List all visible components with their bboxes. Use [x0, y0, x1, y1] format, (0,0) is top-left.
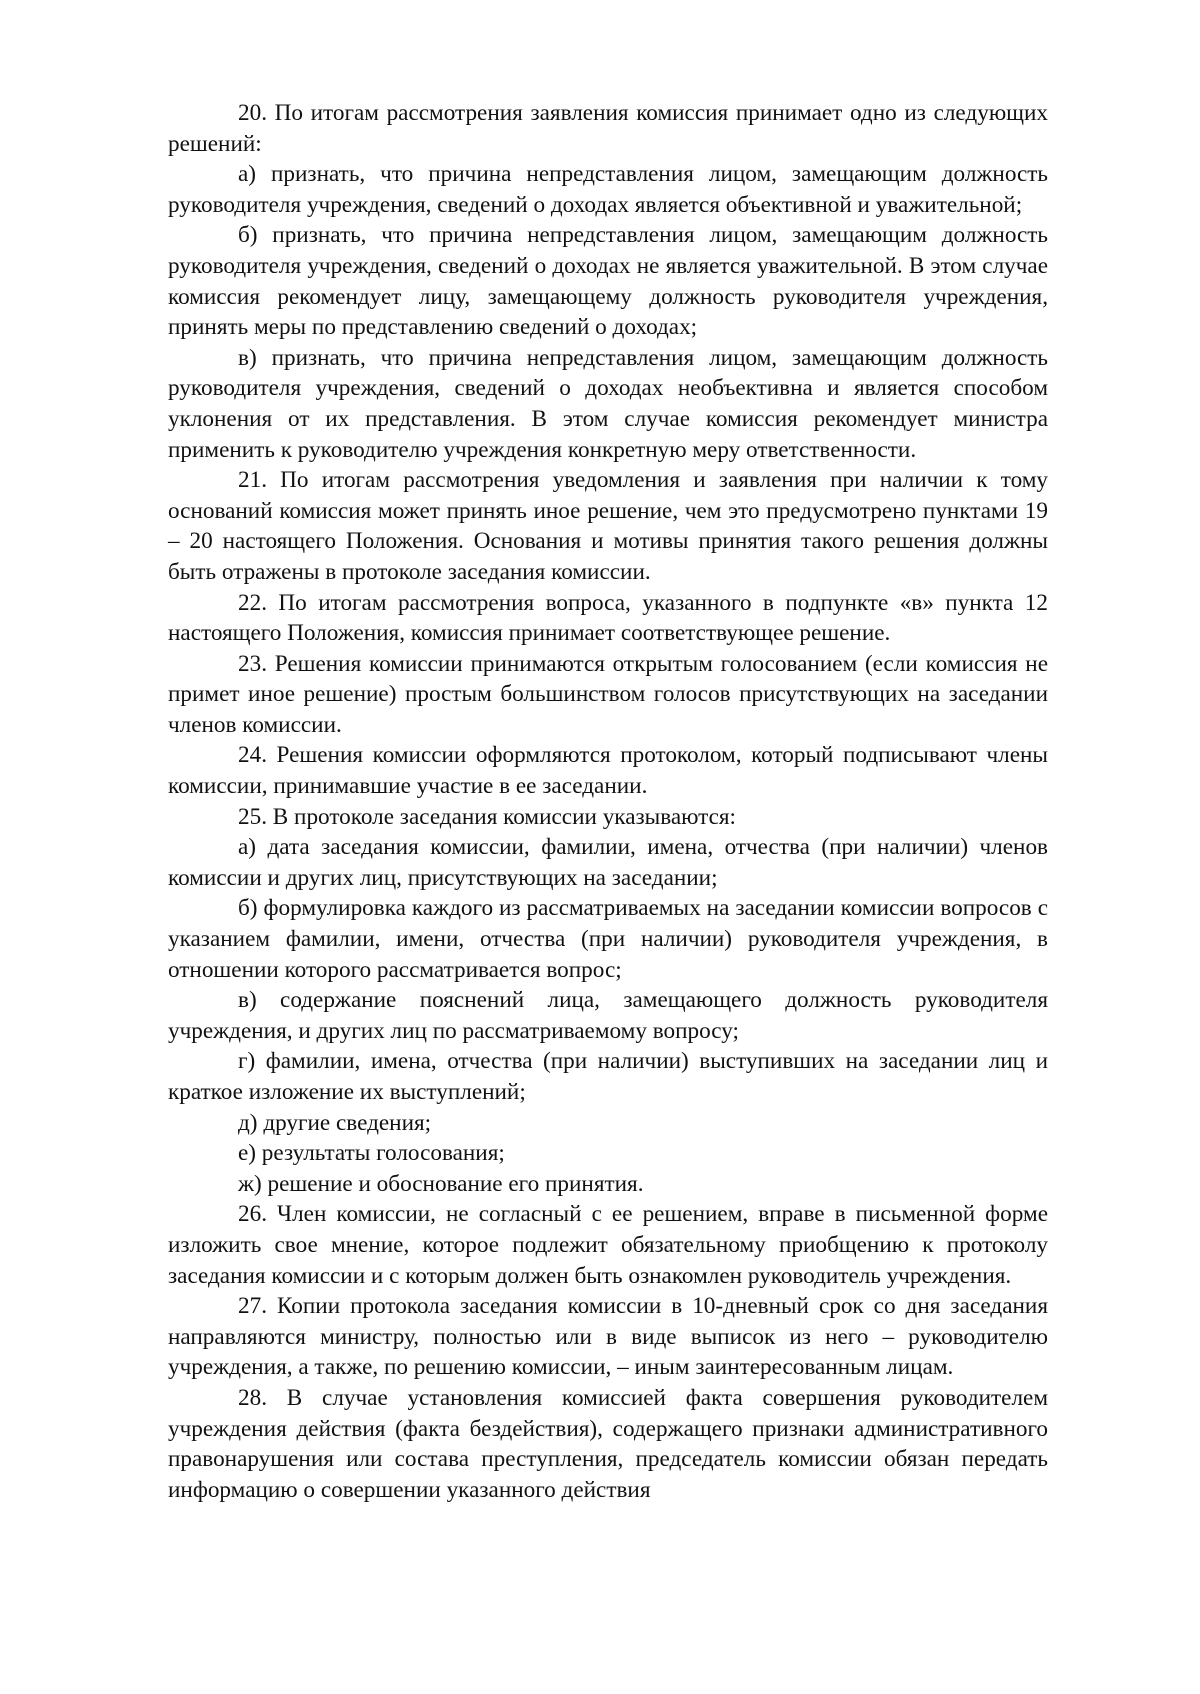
paragraph-27: 27. Копии протокола заседания комиссии в 10-дневный срок со дня заседания направляются министру, полностью или в виде выписок из него – руководителю учреждения, а также, по решению комиссии, – иным заинтересованным лицам.	[168, 1293, 1048, 1381]
paragraph-20: 20. По итогам рассмотрения заявления комиссия принимает одно из следующих решений:	[168, 100, 1048, 157]
paragraph-20-b: б) признать, что причина непредставления лицом, замещающим должность руководителя учреждения, сведений о доходах не является уважительной. В этом случае комиссия рекомендует лицу, замещающему должность руководителя учреждения, принять меры по представлению сведений о доходах;	[168, 222, 1048, 341]
paragraph-26: 26. Член комиссии, не согласный с ее решением, вправе в письменной форме изложить свое мнение, которое подлежит обязательному приобщению к протоколу заседания комиссии и с которым должен быть ознакомлен руководитель учреждения.	[168, 1201, 1048, 1289]
paragraph-25-zh: ж) решение и обоснование его принятия.	[238, 1170, 644, 1197]
paragraph-28: 28. В случае установления комиссией факта совершения руководителем учреждения действия (факта бездействия), содержащего признаки административного правонарушения или состава преступления, председатель комиссии обязан передать информацию о совершении указанного действия	[168, 1384, 1048, 1503]
paragraph-25-e: е) результаты голосования;	[238, 1140, 505, 1167]
document-page	[168, 98, 1048, 1505]
paragraph-23: 23. Решения комиссии принимаются открытым голосованием (если комиссия не примет иное решение) простым большинством голосов присутствующих на заседании членов комиссии.	[168, 650, 1048, 738]
paragraph-25-v: в) содержание пояснений лица, замещающего должность руководителя учреждения, и других лиц по рассматриваемому вопросу;	[168, 987, 1048, 1044]
paragraph-24: 24. Решения комиссии оформляются протоколом, который подписывают члены комиссии, принимавшие участие в ее заседании.	[168, 742, 1048, 800]
paragraph-25-g: г) фамилии, имена, отчества (при наличии) выступивших на заседании лиц и краткое изложение их выступлений;	[168, 1048, 1048, 1105]
paragraph-25: 25. В протоколе заседания комиссии указываются:	[238, 803, 736, 830]
paragraph-22: 22. По итогам рассмотрения вопроса, указанного в подпункте «в» пункта 12 настоящего Положения, комиссия принимает соответствующее решение.	[168, 589, 1048, 647]
paragraph-25-d: д) другие сведения;	[238, 1109, 432, 1136]
paragraph-25-a: а) дата заседания комиссии, фамилии, имена, отчества (при наличии) членов комиссии и других лиц, присутствующих на заседании;	[168, 834, 1048, 891]
paragraph-20-v: в) признать, что причина непредставления лицом, замещающим должность руководителя учреждения, сведений о доходах необъективна и является способом уклонения от их представления. В этом случае комиссия рекомендует министра применить к руководителю учреждения конкретную меру ответственности.	[168, 344, 1048, 463]
paragraph-21: 21. По итогам рассмотрения уведомления и заявления при наличии к тому оснований комиссия может принять иное решение, чем это предусмотрено пунктами 19 – 20 настоящего Положения. Основания и мотивы принятия такого решения должны быть отражены в протоколе заседания комиссии.	[168, 467, 1048, 585]
paragraph-20-a: а) признать, что причина непредставления лицом, замещающим должность руководителя учреждения, сведений о доходах является объективной и уважительной;	[168, 161, 1048, 218]
paragraph-25-b: б) формулировка каждого из рассматриваемых на заседании комиссии вопросов с указанием фамилии, имени, отчества (при наличии) руководителя учреждения, в отношении которого рассматривается вопрос;	[168, 895, 1048, 983]
